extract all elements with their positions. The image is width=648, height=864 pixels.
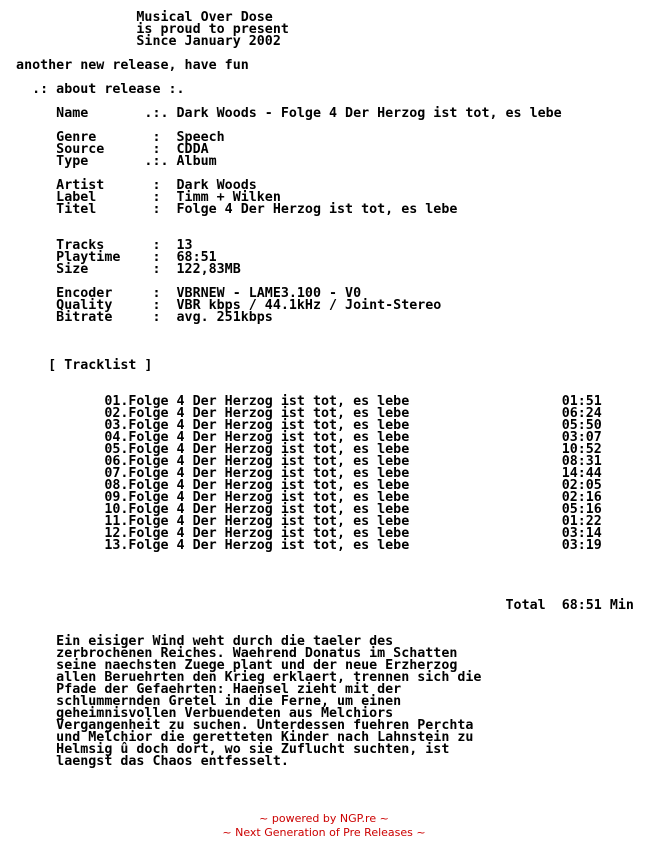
- nfo-line: 09.Folge 4 Der Herzog ist tot, es lebe 02:16: [0, 490, 602, 505]
- nfo-line: Titel : Folge 4 Der Herzog ist tot, es lebe: [0, 202, 458, 217]
- nfo-line: [0, 612, 634, 624]
- nfo-line: Size : 122,83MB: [0, 262, 241, 277]
- nfo-line: 10.Folge 4 Der Herzog ist tot, es lebe 05:16: [0, 502, 602, 517]
- nfo-line: [0, 336, 634, 348]
- nfo-line: 07.Folge 4 Der Herzog ist tot, es lebe 14:44: [0, 466, 602, 481]
- nfo-line: 04.Folge 4 Der Herzog ist tot, es lebe 03:07: [0, 430, 602, 445]
- nfo-line: Vergangenheit zu suchen. Unterdessen fuehren Perchta: [0, 718, 474, 733]
- nfo-line: seine naechsten Zuege plant und der neue Erzherzog: [0, 658, 458, 673]
- nfo-line: is proud to present: [0, 22, 289, 37]
- nfo-line: [0, 324, 634, 336]
- nfo-line: 06.Folge 4 Der Herzog ist tot, es lebe 08:31: [0, 454, 602, 469]
- nfo-line: Quality : VBR kbps / 44.1kHz / Joint-Stereo: [0, 298, 442, 313]
- nfo-line: 12.Folge 4 Der Herzog ist tot, es lebe 03:14: [0, 526, 602, 541]
- nfo-line: Helmsig û doch dort, wo sie Zuflucht suchten, ist: [0, 742, 450, 757]
- nfo-line: [0, 552, 634, 564]
- nfo-line: Genre : Speech: [0, 130, 225, 145]
- nfo-line: Type .:. Album: [0, 154, 217, 169]
- nfo-line: und Melchior die geretteten Kinder nach Lahnstein zu: [0, 730, 474, 745]
- nfo-line: Total 68:51 Min: [0, 598, 634, 613]
- footer-powered-by: ~ powered by NGP.re ~: [259, 812, 389, 825]
- nfo-line: [0, 576, 634, 588]
- nfo-line: Artist : Dark Woods: [0, 178, 257, 193]
- nfo-line: 08.Folge 4 Der Herzog ist tot, es lebe 02:05: [0, 478, 602, 493]
- nfo-line: allen Beruehrten den Krieg erklaert, trennen sich die: [0, 670, 482, 685]
- nfo-line: schlummernden Gretel in die Ferne, um einen: [0, 694, 402, 709]
- nfo-line: [ Tracklist ]: [0, 358, 153, 373]
- nfo-line: 05.Folge 4 Der Herzog ist tot, es lebe 10:52: [0, 442, 602, 457]
- nfo-line: 11.Folge 4 Der Herzog ist tot, es lebe 01:22: [0, 514, 602, 529]
- nfo-line: Label : Timm + Wilken: [0, 190, 281, 205]
- nfo-line: Playtime : 68:51: [0, 250, 217, 265]
- nfo-line: Name .:. Dark Woods - Folge 4 Der Herzog ist tot, es lebe: [0, 106, 562, 121]
- nfo-line: Ein eisiger Wind weht durch die taeler des: [0, 634, 394, 649]
- nfo-line: 03.Folge 4 Der Herzog ist tot, es lebe 05:50: [0, 418, 602, 433]
- footer-tagline: ~ Next Generation of Pre Releases ~: [222, 826, 426, 839]
- nfo-line: [0, 372, 634, 384]
- nfo-line: Tracks : 13: [0, 238, 193, 253]
- nfo-line: Source : CDDA: [0, 142, 209, 157]
- nfo-line: 02.Folge 4 Der Herzog ist tot, es lebe 06:24: [0, 406, 602, 421]
- nfo-line: 13.Folge 4 Der Herzog ist tot, es lebe 03:19: [0, 538, 602, 553]
- nfo-line: Encoder : VBRNEW - LAME3.100 - V0: [0, 286, 362, 301]
- nfo-line: Since January 2002: [0, 34, 281, 49]
- nfo-line: [0, 216, 634, 228]
- nfo-line: 01.Folge 4 Der Herzog ist tot, es lebe 01:51: [0, 394, 602, 409]
- nfo-line: .: about release :.: [0, 82, 185, 97]
- nfo-line: laengst das Chaos entfesselt.: [0, 754, 289, 769]
- nfo-line: Bitrate : avg. 251kbps: [0, 310, 273, 325]
- nfo-line: geheimnisvollen Verbuendeten aus Melchiors: [0, 706, 394, 721]
- nfo-line: Pfade der Gefaehrten: Haensel zieht mit der: [0, 682, 402, 697]
- nfo-line: another new release, have fun: [0, 58, 249, 73]
- nfo-line: [0, 564, 634, 576]
- nfo-text-block: [0, 12, 634, 768]
- nfo-line: Musical Over Dose: [0, 10, 273, 25]
- nfo-line: zerbrochenen Reiches. Waehrend Donatus im Schatten: [0, 646, 458, 661]
